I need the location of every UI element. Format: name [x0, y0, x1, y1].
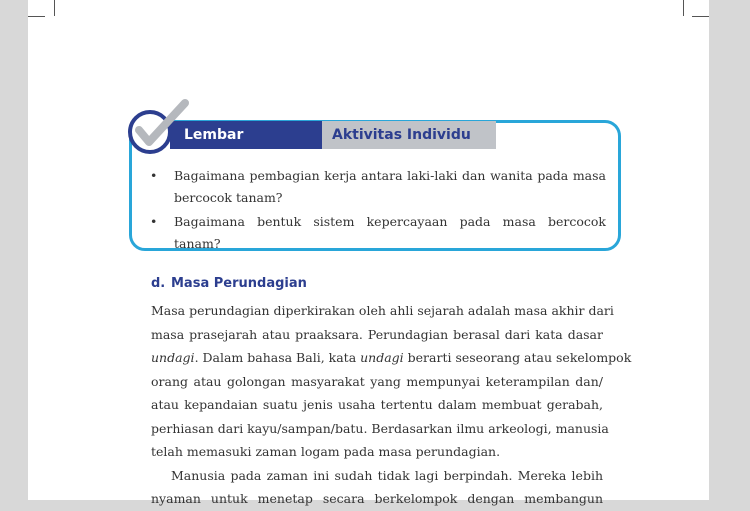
question-list: [150, 165, 606, 257]
italic-term: undagi: [151, 350, 195, 365]
text-run: berarti seseorang atau sekelompok: [403, 350, 632, 365]
paragraph-line: Manusia pada zaman ini sudah tidak lagi berpindah. Mereka lebih: [171, 467, 603, 483]
activity-title: Lembar Aktivitas 12: [170, 121, 322, 149]
section-heading: [151, 276, 307, 291]
paragraph-line: nyaman untuk menetap secara berkelompok dengan membangun: [151, 491, 603, 506]
section-number: d.: [151, 276, 166, 291]
body-text: [151, 299, 632, 511]
activity-header: [170, 121, 496, 171]
paragraph-line: telah memasuki zaman logam pada masa perundagian.: [151, 444, 501, 459]
crop-mark-top-right-h: [692, 16, 709, 17]
paragraph-line: [151, 346, 632, 370]
paragraph-line: Masa perundagian diperkirakan oleh ahli sejarah adalah masa akhir dari: [151, 303, 614, 318]
question-item: • Bagaimana bentuk sistem kepercayaan pada masa bercocok tanam?: [150, 211, 606, 255]
paragraph-line: masa prasejarah atau praaksara. Perundagian berasal dari kata dasar: [151, 326, 603, 342]
crop-mark-top-left: [54, 0, 55, 16]
crop-mark-top-left-h: [28, 16, 45, 17]
paragraph-line: perhiasan dari kayu/sampan/batu. Berdasarkan ilmu arkeologi, manusia: [151, 420, 609, 436]
paragraph-line: orang atau golongan masyarakat yang mempunyai keterampilan dan/: [151, 373, 603, 389]
section-title: Masa Perundagian: [171, 276, 307, 291]
crop-mark-top-right: [683, 0, 684, 16]
italic-term: undagi: [360, 350, 404, 365]
text-run: . Dalam bahasa Bali, kata: [194, 350, 361, 365]
checkmark-icon: [127, 99, 197, 159]
activity-subtitle: Aktivitas Individu: [322, 121, 496, 149]
question-item: • Bagaimana pembagian kerja antara laki-laki dan wanita pada masa bercocok tanam?: [150, 165, 606, 209]
paragraph-line: atau kepandaian suatu jenis usaha tertentu dalam membuat gerabah,: [151, 397, 603, 412]
